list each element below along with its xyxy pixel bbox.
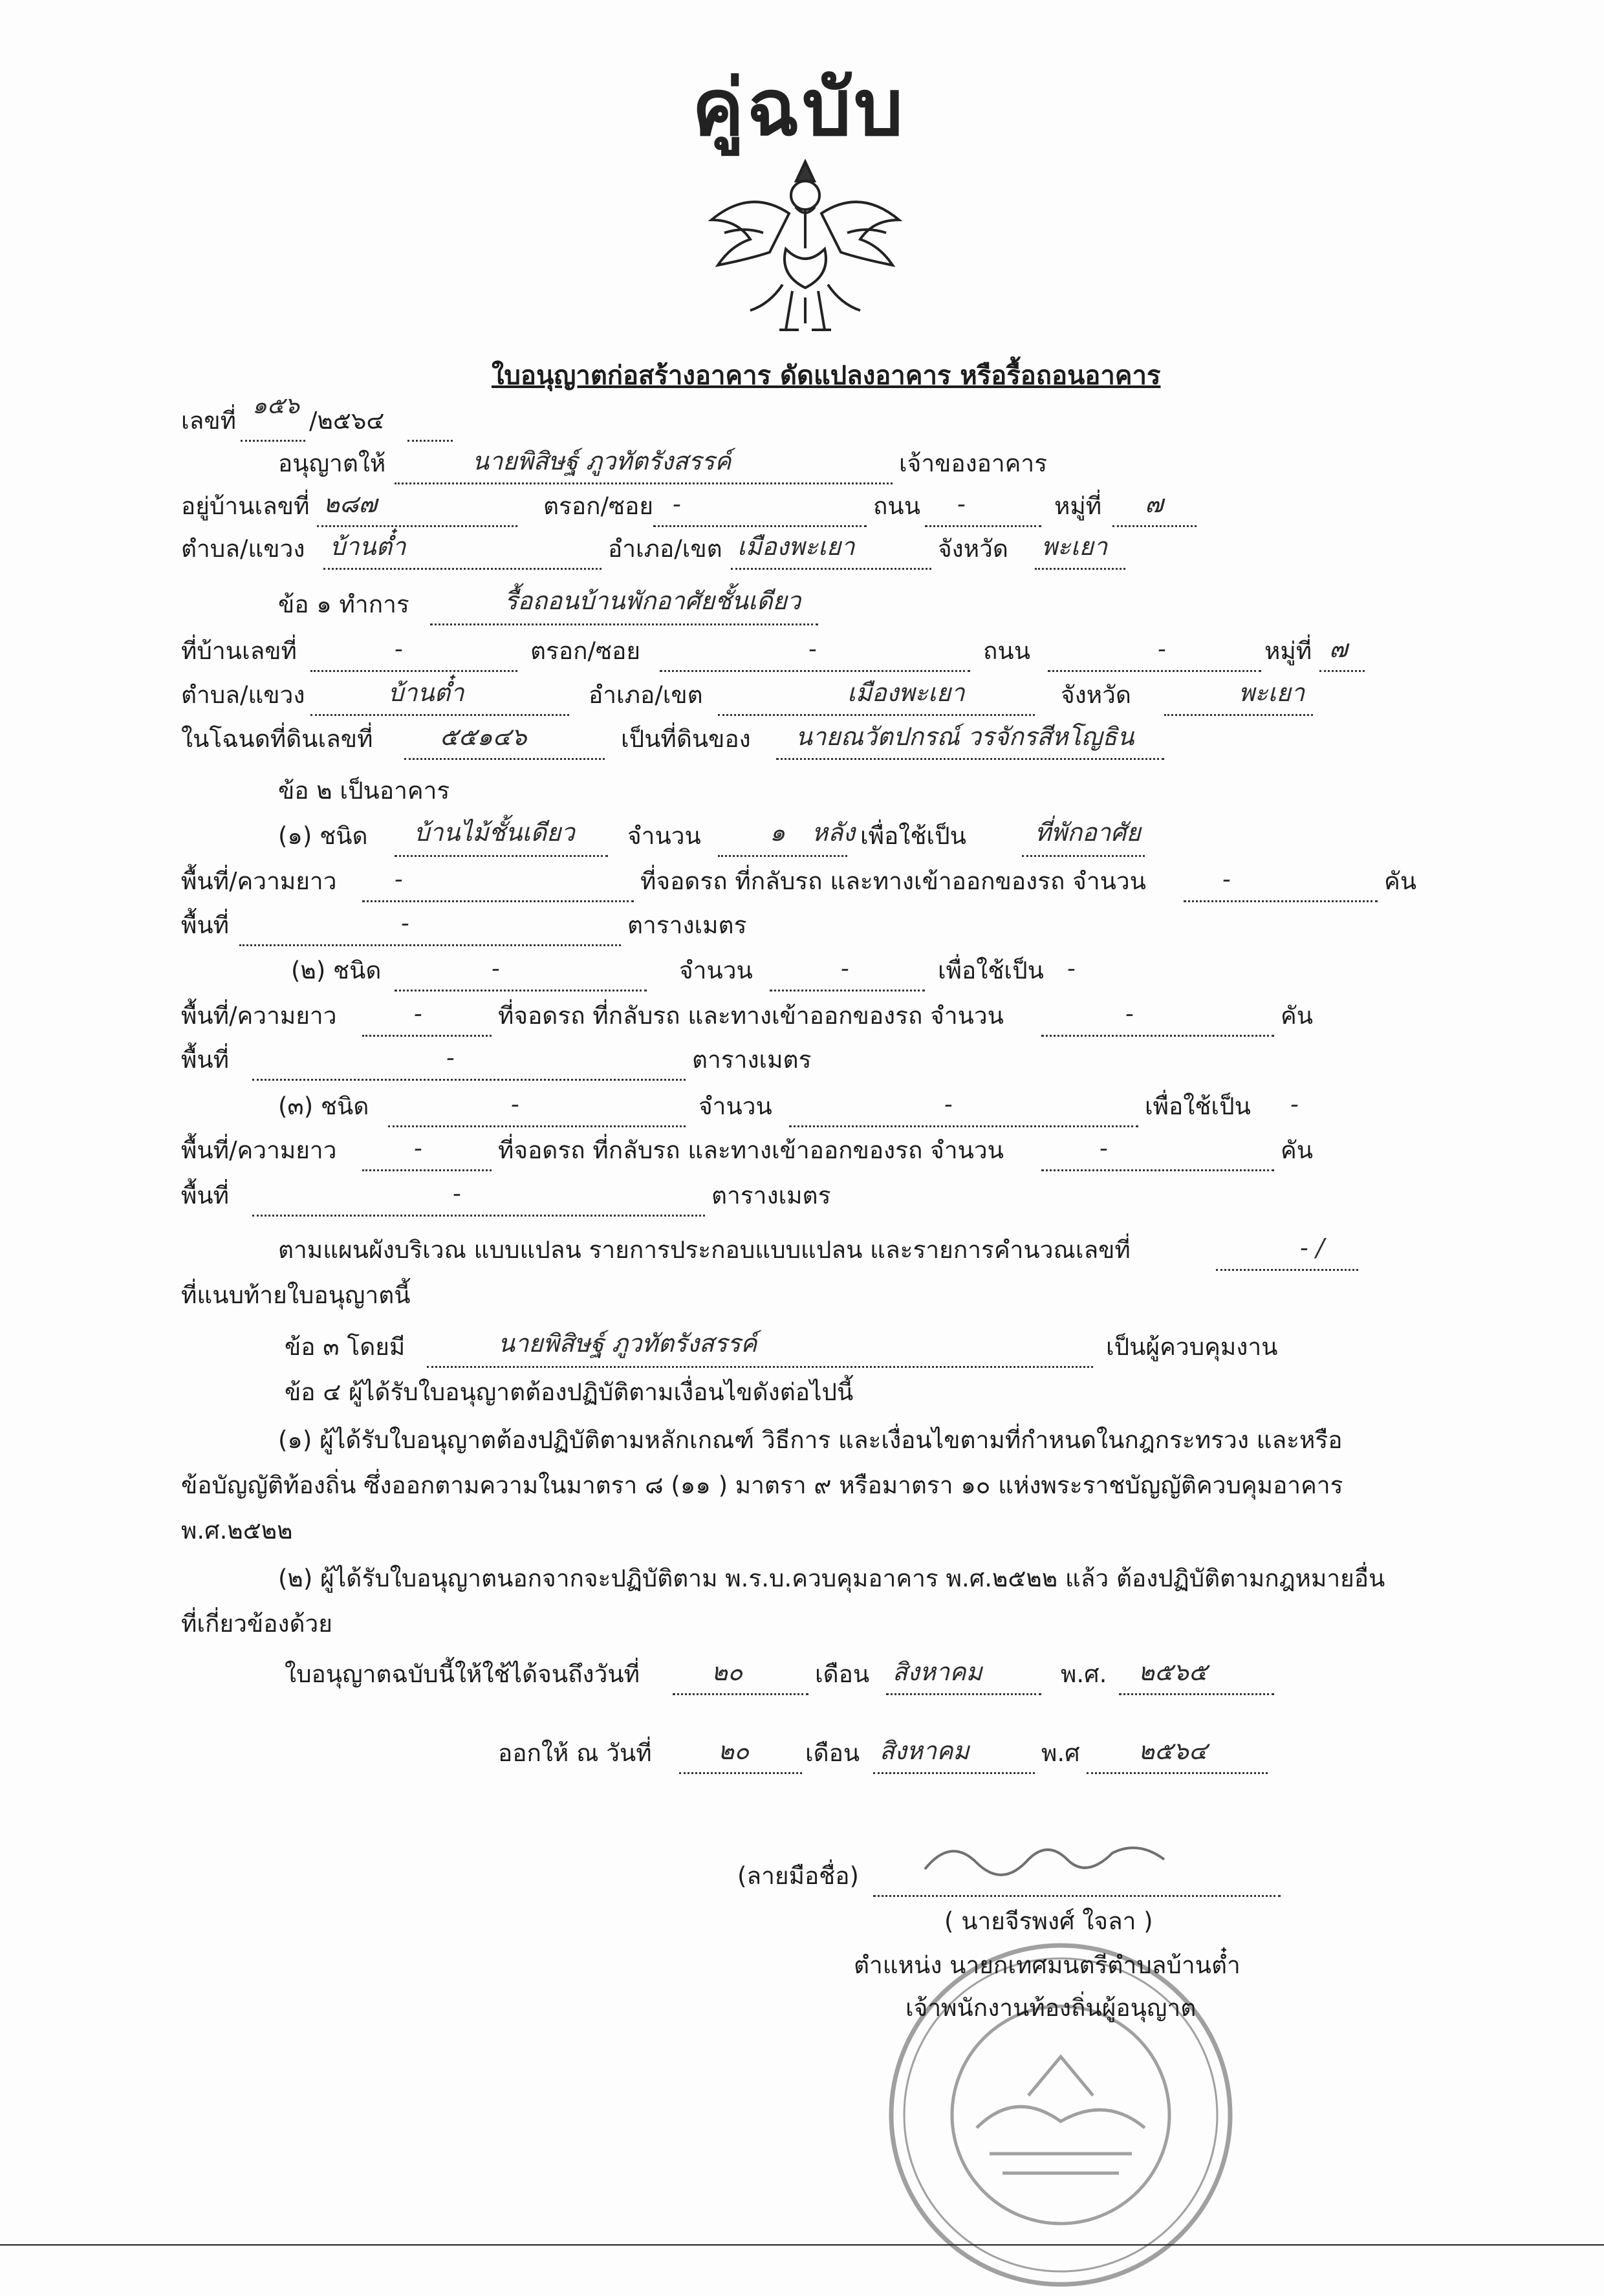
signature-label: (ลายมือชื่อ) — [737, 1862, 859, 1890]
deed-no: ๕๕๑๔๖ — [440, 722, 527, 751]
c1-alley-label: ตรอก/ซอย — [530, 637, 641, 665]
house-no-label: อยู่บ้านเลขที่ — [181, 492, 310, 520]
district: เมืองพะเยา — [737, 532, 855, 561]
item2-prefix: (๒) ชนิด — [291, 957, 382, 984]
validity-day: ๒๐ — [711, 1658, 743, 1686]
item3-type: - — [511, 1090, 519, 1118]
item3-parking: - — [1100, 1134, 1108, 1162]
item1-use-label: เพื่อใช้เป็น — [860, 822, 966, 850]
plan-no: - / — [1300, 1233, 1325, 1262]
item1-area-len-label: พื้นที่/ความยาว — [181, 867, 337, 895]
clause4-p2-line1: (๒) ผู้ได้รับใบอนุญาตนอกจากจะปฏิบัติตาม พ.ร.บ.ควบคุมอาคาร พ.ศ.๒๕๒๒ แล้ว ต้องปฏิบัติตามกฎหมายอื่น — [278, 1565, 1385, 1592]
item1-area-label: พื้นที่ — [181, 911, 230, 939]
grantee-name: นายพิสิษฐ์ ภูวทัตรังสรรค์ — [472, 447, 732, 475]
item3-sqm: ตารางเมตร — [711, 1182, 831, 1209]
c1-district: เมืองพะเยา — [847, 678, 965, 707]
c1-alley: - — [808, 634, 817, 663]
c1-subdistrict-label: ตำบล/แขวง — [181, 681, 305, 709]
c1-district-label: อำเภอ/เขต — [589, 681, 703, 709]
c1-province: พะเยา — [1239, 678, 1305, 707]
c1-road: - — [1158, 634, 1166, 663]
item2-area-len: - — [414, 999, 422, 1028]
c1-moo-label: หมู่ที่ — [1264, 637, 1312, 665]
owner-name: นายณวัตปกรณ์ วรจักรสีหโญธิน — [796, 722, 1134, 751]
clause4-p1-line1: (๑) ผู้ได้รับใบอนุญาตต้องปฏิบัติตามหลักเกณฑ์ วิธีการ และเงื่อนไขตามที่กำหนดในกฎกระทรวง และหรือ — [278, 1426, 1343, 1454]
item3-area-len-label: พื้นที่/ความยาว — [181, 1136, 337, 1164]
subdistrict: บ้านต๋ำ — [330, 532, 406, 561]
item1-count: ๑ — [770, 818, 786, 847]
province: พะเยา — [1041, 532, 1108, 561]
issued-day: ๒๐ — [718, 1737, 750, 1765]
item2-count: - — [841, 954, 849, 982]
road-label: ถนน — [873, 492, 920, 520]
item2-use: - — [1067, 954, 1076, 982]
c1-road-label: ถนน — [983, 637, 1030, 665]
signer-position: ตำแหน่ง นายกเทศมนตรีตำบลบ้านต๋ำ — [854, 1951, 1241, 1979]
supervisor-role: เป็นผู้ควบคุมงาน — [1106, 1333, 1278, 1361]
issued-month: สิงหาคม — [880, 1737, 970, 1765]
item3-count-label: จำนวน — [699, 1092, 772, 1120]
validity-month: สิงหาคม — [893, 1658, 982, 1686]
number-year: /๒๕๖๔ — [309, 407, 385, 435]
alley-label: ตรอก/ซอย — [543, 492, 654, 520]
signer-name: ( นายจีรพงศ์ ใจลา ) — [944, 1907, 1153, 1935]
issued-year: ๒๕๖๔ — [1138, 1737, 1208, 1765]
road: - — [957, 490, 966, 518]
province-label: จังหวัด — [938, 535, 1008, 563]
item3-use: - — [1290, 1090, 1299, 1118]
clause2-label: ข้อ ๒ เป็นอาคาร — [278, 777, 450, 805]
item3-parking-label: ที่จอดรถ ที่กลับรถ และทางเข้าออกของรถ จำนวน — [498, 1136, 1004, 1164]
clause1-action: รื้อถอนบ้านพักอาศัยชั้นเดียว — [504, 587, 801, 615]
item1-parking-label: ที่จอดรถ ที่กลับรถ และทางเข้าออกของรถ จำนวน — [640, 867, 1146, 895]
item2-area: - — [446, 1043, 455, 1072]
item3-use-label: เพื่อใช้เป็น — [1145, 1092, 1251, 1120]
item2-car-unit: คัน — [1281, 1002, 1314, 1030]
issued-year-label: พ.ศ — [1041, 1739, 1080, 1767]
item2-sqm: ตารางเมตร — [692, 1046, 812, 1074]
c1-province-label: จังหวัด — [1061, 681, 1131, 709]
item2-area-len-label: พื้นที่/ความยาว — [181, 1002, 337, 1030]
item1-area-len: - — [395, 865, 403, 893]
subdistrict-label: ตำบล/แขวง — [181, 535, 305, 563]
validity-label: ใบอนุญาตฉบับนี้ให้ใช้ได้จนถึงวันที่ — [285, 1660, 640, 1688]
c1-house-no: - — [395, 634, 403, 663]
house-no: ๒๘๗ — [323, 490, 377, 518]
item2-count-label: จำนวน — [679, 957, 753, 984]
item1-prefix: (๑) ชนิด — [278, 822, 368, 850]
item1-count-label: จำนวน — [627, 822, 701, 850]
item3-area: - — [453, 1179, 461, 1208]
clause4-p1-line2: ข้อบัญญัติท้องถิ่น ซึ่งออกตามความในมาตรา ๘ (๑๑ ) มาตรา ๙ หรือมาตรา ๑๐ แห่งพระราชบัญญัติควบคุมอาคาร — [181, 1471, 1343, 1499]
item3-count: - — [944, 1090, 953, 1118]
clause4-p2-line2: ที่เกี่ยวข้องด้วย — [181, 1610, 332, 1638]
garuda-emblem-icon — [699, 136, 912, 349]
clause4-p1-line3: พ.ศ.๒๕๒๒ — [181, 1517, 293, 1544]
official-seal-icon — [880, 1934, 1242, 2296]
signature-scribble — [918, 1830, 1177, 1882]
item3-prefix: (๓) ชนิด — [278, 1092, 369, 1120]
item2-use-label: เพื่อใช้เป็น — [938, 957, 1044, 984]
c1-moo: ๗ — [1329, 634, 1348, 663]
moo: ๗ — [1145, 490, 1164, 518]
validity-month-label: เดือน — [815, 1660, 870, 1688]
item1-unit: หลัง — [812, 818, 855, 847]
number-value: ๑๕๖ — [252, 393, 299, 419]
item3-area-label: พื้นที่ — [181, 1182, 230, 1209]
item2-area-label: พื้นที่ — [181, 1046, 230, 1074]
c1-house-no-label: ที่บ้านเลขที่ — [181, 637, 297, 665]
item1-parking: - — [1222, 865, 1231, 893]
owner-label: เป็นที่ดินของ — [621, 725, 751, 753]
page-bottom-rule — [0, 2244, 1604, 2246]
item1-sqm: ตารางเมตร — [627, 911, 747, 939]
validity-year: ๒๕๖๕ — [1138, 1658, 1208, 1686]
item1-type: บ้านไม้ชั้นเดียว — [414, 818, 575, 847]
item1-area: - — [401, 909, 409, 937]
issued-month-label: เดือน — [805, 1739, 860, 1767]
issued-label: ออกให้ ณ วันที่ — [498, 1739, 652, 1767]
c1-subdistrict: บ้านต๋ำ — [388, 678, 464, 707]
item3-area-len: - — [414, 1134, 422, 1162]
document-title: ใบอนุญาตก่อสร้างอาคาร ดัดแปลงอาคาร หรือรื้อถอนอาคาร — [492, 361, 1161, 391]
clause1-label: ข้อ ๑ ทำการ — [278, 590, 409, 618]
number-label: เลขที่ — [181, 407, 237, 435]
district-label: อำเภอ/เขต — [608, 535, 722, 563]
item2-parking: - — [1125, 999, 1134, 1028]
clause3-label: ข้อ ๓ โดยมี — [285, 1333, 406, 1361]
item3-car-unit: คัน — [1281, 1136, 1314, 1164]
clause4-label: ข้อ ๔ ผู้ได้รับใบอนุญาตต้องปฏิบัติตามเงื่อนไขดังต่อไปนี้ — [285, 1378, 854, 1406]
grantee-label: อนุญาตให้ — [278, 449, 386, 477]
item2-parking-label: ที่จอดรถ ที่กลับรถ และทางเข้าออกของรถ จำนวน — [498, 1002, 1004, 1030]
supervisor-name: นายพิสิษฐ์ ภูวทัตรังสรรค์ — [498, 1329, 757, 1358]
signer-authority: เจ้าพนักงานท้องถิ่นผู้อนุญาต — [905, 1994, 1197, 2022]
copy-label: คู่ฉบับ — [692, 63, 906, 153]
grantee-role: เจ้าของอาคาร — [899, 449, 1048, 477]
alley: - — [673, 490, 681, 518]
item1-use: ที่พักอาศัย — [1035, 818, 1141, 847]
item1-car-unit: คัน — [1384, 867, 1417, 895]
moo-label: หมู่ที่ — [1054, 492, 1102, 520]
deed-label: ในโฉนดที่ดินเลขที่ — [181, 725, 373, 753]
plan-text: ตามแผนผังบริเวณ แบบแปลน รายการประกอบแบบแปลน และรายการคำนวณเลขที่ — [278, 1236, 1131, 1264]
attached-text: ที่แนบท้ายใบอนุญาตนี้ — [181, 1281, 411, 1309]
validity-year-label: พ.ศ. — [1061, 1660, 1107, 1688]
item2-type: - — [492, 954, 500, 982]
